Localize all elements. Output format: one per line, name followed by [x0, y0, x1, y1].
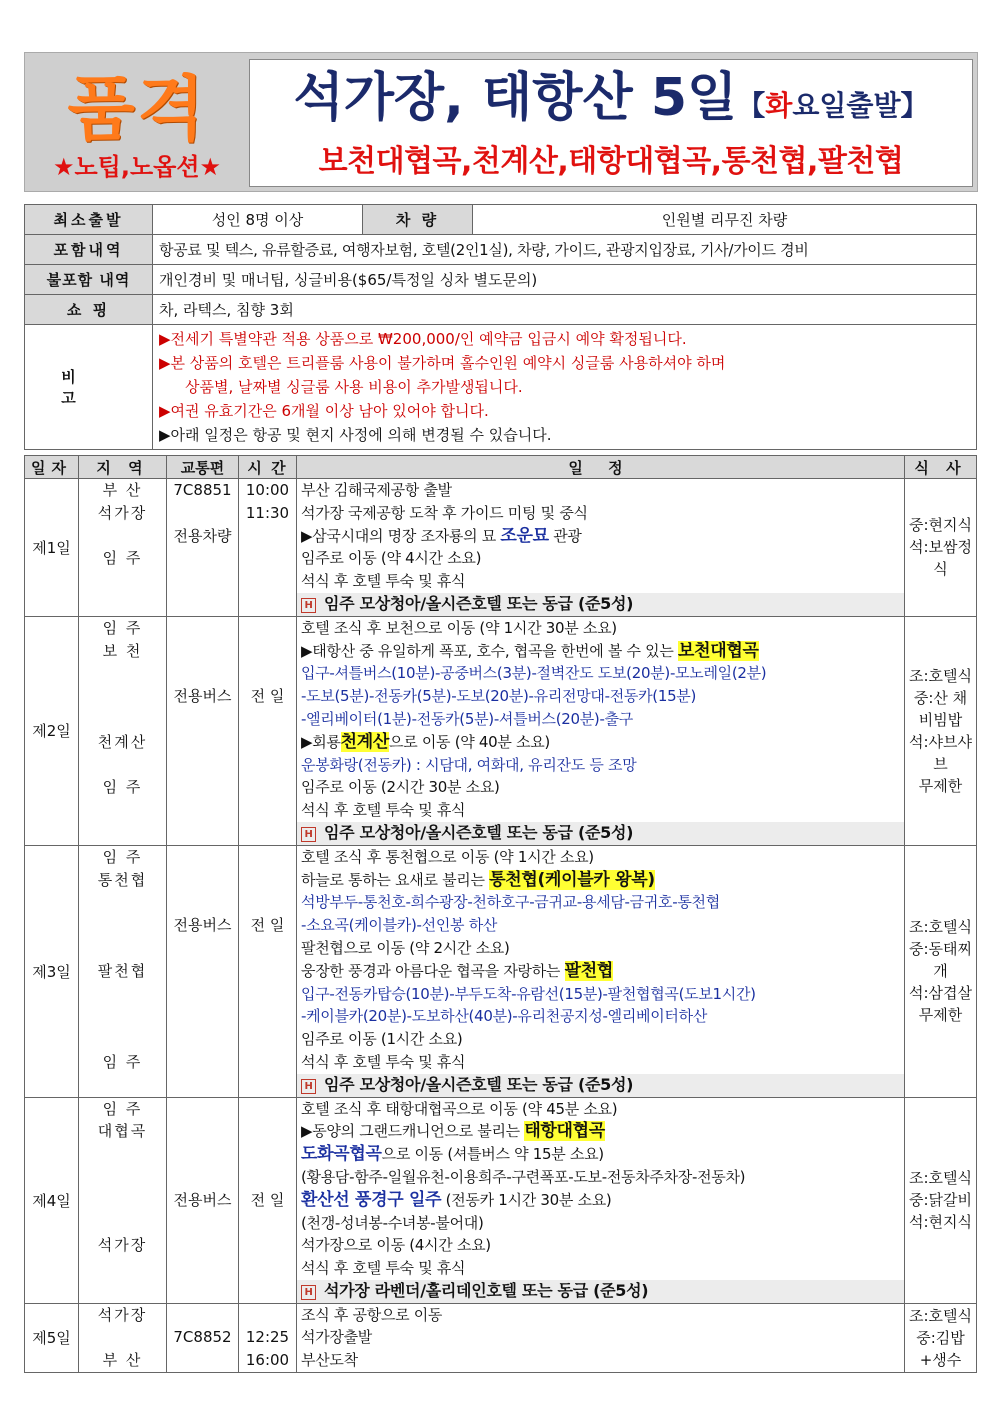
shopping-label: 쇼 핑 [25, 295, 153, 325]
hotel-icon: H [301, 1285, 316, 1300]
transport-label [171, 799, 234, 822]
day-transport [167, 616, 239, 845]
time-label [243, 525, 292, 548]
transport-label: 7C8851 [173, 481, 232, 499]
transport-label [171, 846, 234, 869]
transport-label [171, 754, 234, 777]
region-label: 석가장 [97, 1236, 148, 1255]
region-label: 보 천 [102, 641, 143, 660]
transport-label [171, 1304, 234, 1327]
day-times [239, 845, 297, 1097]
transport-label [171, 662, 234, 685]
day-meals [905, 845, 977, 1097]
itinerary-line: 호텔 조식 후 통천협으로 이동 (약 1시간 소요) [301, 847, 594, 866]
hotel-name: 임주 모상청아/올시즌호텔 또는 동급 (준5성) [324, 593, 634, 613]
time-label [243, 593, 292, 616]
notes-label: 비 고 [25, 325, 153, 450]
highlighted-spot: 조운묘 [500, 525, 549, 546]
itinerary-line: 석가장출발 [301, 1328, 372, 1347]
meal-line: 무제한 [918, 1006, 963, 1025]
region-label: 임 주 [102, 618, 143, 637]
region-label [83, 822, 162, 845]
note-line: 상품별, 날짜별 싱글룸 사용 비용이 추가발생됩니다. [185, 378, 523, 396]
note-line: ▶본 상품의 호텔은 트리플룸 사용이 불가하며 홀수인원 예약시 싱글룸 사용하셔야 하며 [159, 354, 726, 372]
transport-label [171, 1005, 234, 1028]
day-times [239, 616, 297, 845]
transport-label [171, 593, 234, 616]
transport-label [171, 1349, 234, 1372]
itinerary-text: 도화곡협곡 [301, 1144, 382, 1165]
day-itinerary [297, 1097, 905, 1303]
itinerary-text: 하늘로 통하는 요새로 불리는 [301, 870, 490, 889]
itinerary-line: 석가장으로 이동 (4시간 소요) [301, 1236, 491, 1255]
region-label [83, 1166, 162, 1189]
info-row-exclude [25, 265, 977, 295]
transport-label [171, 1166, 234, 1189]
hotel-name: 임주 모상청아/올시즌호텔 또는 동급 (준5성) [324, 822, 634, 842]
meal-line: 석:삼겹살 [909, 984, 973, 1003]
transport-label [171, 617, 234, 640]
schedule-header-row [25, 456, 977, 479]
day-transport [167, 1097, 239, 1303]
day-meals [905, 1303, 977, 1372]
header-banner [24, 52, 978, 192]
highlighted-spot: 보천대협곡 [678, 640, 759, 661]
day-row [25, 1097, 977, 1303]
transport-label [171, 1051, 234, 1074]
itinerary-text: -도보(5분)-전동카(5분)-도보(20분)-유리전망대-전동카(15분) [301, 687, 697, 706]
itinerary-line [301, 525, 900, 548]
transport-label [171, 1280, 234, 1303]
exclude-label: 불포함 내역 [25, 265, 153, 295]
day-label: 제5일 [25, 1303, 79, 1372]
region-label [83, 937, 162, 960]
region-label: 부 산 [102, 1351, 143, 1370]
transport-label: 전용버스 [173, 687, 232, 706]
region-label [83, 1280, 162, 1303]
region-label: 천계산 [97, 732, 148, 751]
time-label [243, 640, 292, 663]
day-regions [79, 1097, 167, 1303]
meal-line: 조:호텔식 [909, 1306, 973, 1325]
region-label: 석가장 [97, 503, 148, 522]
meal-line: 무제한 [918, 776, 963, 795]
region-label: 부 산 [102, 481, 143, 499]
region-label: 임 주 [102, 549, 143, 568]
time-label [243, 822, 292, 845]
itinerary-text: (전동카 1시간 30분 소요) [441, 1190, 612, 1209]
itinerary-text: 입구-셔틀버스(10분)-공중버스(3분)-절벽잔도 도보(20분)-모노레일(2분) [301, 664, 767, 683]
time-label [243, 1051, 292, 1074]
itinerary-text: 으로 이동 (셔틀버스 약 15분 소요) [381, 1145, 604, 1164]
transport-label [171, 1028, 234, 1051]
time-label: 11:30 [245, 503, 290, 522]
day-regions [79, 845, 167, 1097]
day-meals [905, 616, 977, 845]
meal-line: 중:동태찌개 [909, 940, 973, 981]
itinerary-line [301, 914, 900, 937]
region-label: 팔천협 [97, 961, 148, 980]
day-times [239, 479, 297, 617]
hotel-name: 석가장 라벤더/홀리데인호텔 또는 동급 (준5성) [324, 1280, 649, 1300]
hotel-line [297, 822, 904, 845]
itinerary-line [301, 1189, 900, 1212]
transport-label [171, 570, 234, 593]
region-label [83, 1212, 162, 1235]
transport-label [171, 983, 234, 1006]
vehicle-value: 인원별 리무진 차량 [473, 205, 977, 235]
itinerary-line: 호텔 조식 후 보천으로 이동 (약 1시간 30분 소요) [301, 618, 617, 637]
hotel-line [297, 1074, 904, 1097]
hotel-name: 임주 모상청아/올시즌호텔 또는 동급 (준5성) [324, 1074, 634, 1094]
time-label [243, 799, 292, 822]
time-label: 12:25 [245, 1328, 290, 1347]
notes-cell [153, 325, 977, 450]
region-label [83, 1257, 162, 1280]
time-label [243, 570, 292, 593]
itinerary-text: 관광 [548, 526, 582, 545]
day-transport [167, 479, 239, 617]
time-label [243, 891, 292, 914]
region-label [83, 708, 162, 731]
itinerary-text: 석방부두-통천호-희수광장-천하호구-금귀교-용세담-금귀호-통천협 [301, 893, 720, 912]
itinerary-line: 부산 김해국제공항 출발 [301, 481, 452, 499]
hotel-icon: H [301, 827, 316, 842]
itinerary-line [301, 708, 900, 731]
itinerary-text: ▶태항산 중 유일하게 폭포, 호수, 협곡을 한번에 볼 수 있는 [301, 641, 679, 660]
highlighted-spot: 팔천협 [564, 960, 613, 981]
hotel-line [297, 1280, 904, 1303]
itinerary-text: 운봉화랑(전동카) : 시담대, 여화대, 유리잔도 등 조망 [301, 755, 637, 774]
day-regions [79, 479, 167, 617]
title-box [249, 59, 973, 187]
time-label [243, 937, 292, 960]
highlighted-spot: 천계산 [340, 731, 389, 752]
day-times [239, 1097, 297, 1303]
include-value: 항공료 및 텍스, 유류할증료, 여행자보험, 호텔(2인1실), 차량, 가이드, 관광지입장료, 기사/가이드 경비 [153, 235, 977, 265]
itinerary-text: -소요곡(케이블카)-선인봉 하산 [301, 916, 498, 935]
transport-label [171, 1120, 234, 1143]
region-label [83, 1074, 162, 1097]
day-label: 제2일 [25, 616, 79, 845]
meal-line: 비빔밥 [918, 710, 963, 729]
itinerary-text: 웅장한 풍경과 아름다운 협곡을 자랑하는 [301, 961, 565, 980]
brand-block [25, 53, 249, 193]
region-label [83, 525, 162, 548]
day-row [25, 845, 977, 1097]
day-row [25, 616, 977, 845]
itinerary-line [301, 685, 900, 708]
time-label: 16:00 [245, 1351, 290, 1370]
region-label [83, 1189, 162, 1212]
info-row-include [25, 235, 977, 265]
time-label [243, 1005, 292, 1028]
itinerary-text: -케이블카(20분)-도보하산(40분)-유리천공지성-엘리베이터하산 [301, 1007, 708, 1026]
time-label [243, 776, 292, 799]
region-label: 임 주 [102, 1052, 143, 1071]
itinerary-line: 조식 후 공항으로 이동 [301, 1305, 443, 1324]
day-itinerary [297, 616, 905, 845]
time-label [243, 869, 292, 892]
header-transport: 교통편 [167, 456, 239, 479]
transport-label [171, 502, 234, 525]
region-label [83, 1143, 162, 1166]
time-label [243, 1074, 292, 1097]
departure-day [737, 89, 928, 122]
transport-label: 전용버스 [173, 916, 232, 935]
region-label [83, 983, 162, 1006]
transport-label [171, 640, 234, 663]
time-label [243, 1280, 292, 1303]
transport-label [171, 869, 234, 892]
day-itinerary [297, 1303, 905, 1372]
itinerary-line: 임주로 이동 (약 4시간 소요) [301, 549, 482, 568]
region-label [83, 662, 162, 685]
itinerary-line [301, 1005, 900, 1028]
itinerary-line: 부산도착 [301, 1351, 358, 1370]
itinerary-line: 임주로 이동 (1시간 소요) [301, 1030, 463, 1049]
itinerary-line [301, 754, 900, 777]
transport-label: 전용버스 [173, 1190, 232, 1209]
brand-subtitle: ★노팁,노옵션★ [52, 153, 222, 181]
tour-subtitle: 보천대협곡,천계산,태항대협곡,통천협,팔천협 [318, 144, 904, 179]
info-table [24, 204, 977, 450]
region-label [83, 754, 162, 777]
transport-label [171, 708, 234, 731]
region-label [83, 1326, 162, 1349]
itinerary-line: 석식 후 호텔 투숙 및 휴식 [301, 1259, 466, 1278]
region-label [83, 593, 162, 616]
meal-line: 중:김밥 [916, 1328, 965, 1347]
itinerary-line: 호텔 조식 후 태항대협곡으로 이동 (약 45분 소요) [301, 1099, 618, 1118]
note-line: ▶아래 일정은 항공 및 현지 사정에 의해 변경될 수 있습니다. [159, 426, 552, 444]
itinerary-text: 입구-전동카탑승(10분)-부두도착-유람선(15분)-팔천협협곡(도보1시간) [301, 984, 756, 1003]
region-label [83, 1005, 162, 1028]
meal-line: 석:현지식 [909, 1213, 973, 1232]
itinerary-line [301, 891, 900, 914]
transport-label [171, 1257, 234, 1280]
time-label [243, 1120, 292, 1143]
itinerary-line [301, 640, 900, 663]
day-regions [79, 1303, 167, 1372]
day-label: 제4일 [25, 1097, 79, 1303]
min-departure-label: 최소출발 [25, 205, 153, 235]
day-transport [167, 1303, 239, 1372]
itinerary-text: ▶동양의 그랜드캐니언으로 불리는 [301, 1122, 525, 1141]
time-label [243, 1212, 292, 1235]
time-label [243, 983, 292, 1006]
meal-line: 조:호텔식 [909, 666, 973, 685]
transport-label [171, 960, 234, 983]
region-label: 석가장 [97, 1305, 148, 1324]
note-line: ▶전세기 특별약관 적용 상품으로 ₩200,000/인 예약금 입금시 예약 확정됩니다. [159, 330, 687, 348]
highlighted-spot: 태항대협곡 [524, 1121, 605, 1142]
info-row-departure [25, 205, 977, 235]
region-label: 임 주 [102, 847, 143, 866]
info-row-shopping [25, 295, 977, 325]
day-itinerary [297, 845, 905, 1097]
header-itinerary: 일 정 [297, 456, 905, 479]
time-label [243, 1166, 292, 1189]
transport-label [171, 731, 234, 754]
itinerary-line [301, 983, 900, 1006]
schedule-table [24, 455, 977, 1373]
time-label: 전 일 [250, 687, 285, 706]
itinerary-line [301, 960, 900, 983]
itinerary-line [301, 662, 900, 685]
info-row-notes [25, 325, 977, 450]
header-time: 시 간 [239, 456, 297, 479]
departure-day-highlight: 화 [765, 89, 793, 122]
hotel-icon: H [301, 1079, 316, 1094]
transport-label [171, 1212, 234, 1235]
itinerary-line [301, 1120, 900, 1143]
time-label [243, 1257, 292, 1280]
transport-label [171, 1098, 234, 1121]
transport-label [171, 937, 234, 960]
note-line: ▶여권 유효기간은 6개월 이상 남아 있어야 합니다. [159, 402, 489, 420]
exclude-value: 개인경비 및 매너팁, 싱글비용($65/특정일 싱차 별도문의) [153, 265, 977, 295]
itinerary-line: 석식 후 호텔 투숙 및 휴식 [301, 801, 466, 820]
day-meals [905, 1097, 977, 1303]
itinerary-line: 석식 후 호텔 투숙 및 휴식 [301, 572, 466, 591]
transport-label [171, 1074, 234, 1097]
meal-line: 중:산 채 [913, 688, 968, 707]
itinerary-line: 석식 후 호텔 투숙 및 휴식 [301, 1052, 466, 1071]
day-label: 제3일 [25, 845, 79, 1097]
transport-label [171, 822, 234, 845]
itinerary-text: ▶회룡 [301, 732, 341, 751]
highlighted-spot: 통천협(케이블카 왕복) [489, 869, 655, 890]
header-region: 지 역 [79, 456, 167, 479]
transport-label: 7C8852 [173, 1328, 232, 1347]
shopping-value: 차, 라텍스, 침향 3회 [153, 295, 977, 325]
region-label: 대협곡 [97, 1122, 148, 1141]
itinerary-line: 임주로 이동 (2시간 30분 소요) [301, 778, 500, 797]
meal-line: 석:보쌈정식 [909, 538, 973, 579]
departure-day-open: 【 [737, 89, 766, 122]
time-label [243, 1234, 292, 1257]
day-meals [905, 479, 977, 617]
tour-title [250, 64, 972, 140]
time-label [243, 731, 292, 754]
time-label: 전 일 [250, 1190, 285, 1209]
meal-line: 석:샤브샤브 [909, 732, 973, 773]
region-label [83, 1028, 162, 1051]
region-label: 임 주 [102, 1099, 143, 1118]
itinerary-line [301, 1143, 900, 1166]
include-label: 포함내역 [25, 235, 153, 265]
meal-line: 조:호텔식 [909, 1169, 973, 1188]
time-label [243, 547, 292, 570]
itinerary-line: (황용담-함주-일월유천-이용희주-구련폭포-도보-전동차주차장-전동차) [301, 1167, 746, 1186]
day-row [25, 479, 977, 617]
region-label [83, 891, 162, 914]
hotel-icon: H [301, 598, 316, 613]
time-label [243, 960, 292, 983]
time-label [243, 1304, 292, 1327]
time-label [243, 1028, 292, 1051]
itinerary-line: (천갱-성녀봉-수녀봉-불어대) [301, 1213, 484, 1232]
time-label [243, 846, 292, 869]
region-label [83, 799, 162, 822]
day-times [239, 1303, 297, 1372]
itinerary-line: 팔천협으로 이동 (약 2시간 소요) [301, 938, 510, 957]
time-label [243, 662, 292, 685]
region-label [83, 685, 162, 708]
time-label [243, 1098, 292, 1121]
day-label: 제1일 [25, 479, 79, 617]
itinerary-text: 환산선 풍경구 일주 [301, 1189, 442, 1210]
transport-label [171, 1143, 234, 1166]
header-meal: 식 사 [905, 456, 977, 479]
departure-day-rest: 요일출발】 [792, 89, 929, 122]
itinerary-line [301, 731, 900, 754]
transport-label [171, 1234, 234, 1257]
transport-label [171, 547, 234, 570]
min-departure-value: 성인 8명 이상 [153, 205, 363, 235]
region-label: 임 주 [102, 778, 143, 797]
meal-line: 조:호텔식 [909, 918, 973, 937]
itinerary-text: ▶삼국시대의 명장 조자룡의 묘 [301, 526, 501, 545]
transport-label [171, 891, 234, 914]
itinerary-line: 석가장 국제공항 도착 후 가이드 미팅 및 중식 [301, 503, 588, 522]
day-row [25, 1303, 977, 1372]
meal-line: +생수 [919, 1350, 962, 1369]
time-label: 전 일 [250, 916, 285, 935]
itinerary-line [301, 869, 900, 892]
meal-line: 중:닭갈비 [909, 1191, 973, 1210]
header-day: 일자 [25, 456, 79, 479]
time-label [243, 1143, 292, 1166]
transport-label [171, 776, 234, 799]
time-label: 10:00 [245, 481, 290, 499]
itinerary-text: -엘리베이터(1분)-전동카(5분)-셔틀버스(20분)-출구 [301, 709, 633, 728]
itinerary-text: 으로 이동 (약 40분 소요) [389, 732, 550, 751]
time-label [243, 617, 292, 640]
meal-line: 중:현지식 [909, 516, 973, 535]
brand-name: 품격 [67, 68, 207, 150]
day-itinerary [297, 479, 905, 617]
hotel-line [297, 593, 904, 616]
tour-title-text: 석가장, 태항산 5일 [293, 68, 738, 128]
transport-label: 전용차량 [173, 526, 232, 545]
time-label [243, 708, 292, 731]
day-regions [79, 616, 167, 845]
region-label: 통천협 [97, 870, 148, 889]
region-label [83, 914, 162, 937]
vehicle-label: 차 량 [363, 205, 473, 235]
schedule-body [25, 479, 977, 1373]
region-label [83, 570, 162, 593]
time-label [243, 754, 292, 777]
day-transport [167, 845, 239, 1097]
